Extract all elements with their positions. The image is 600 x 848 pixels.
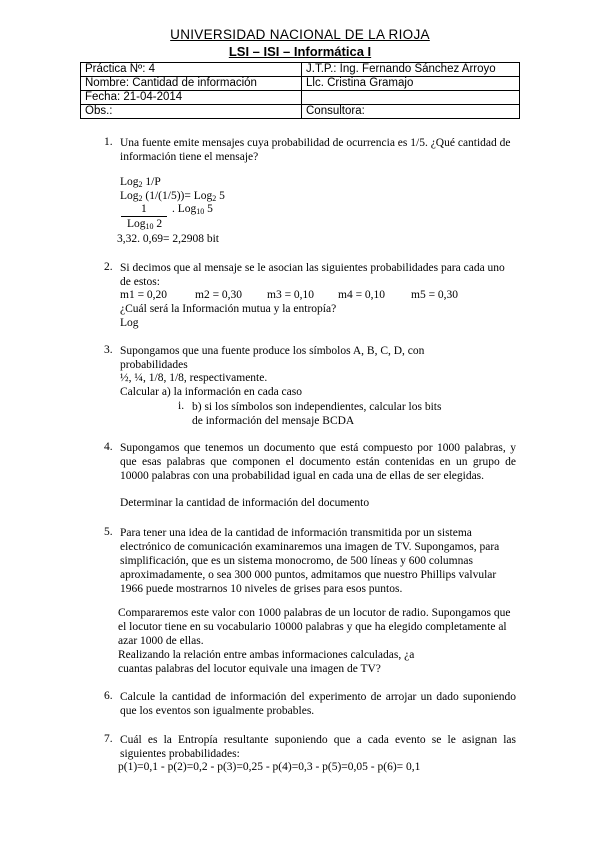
q3-subnumber: i.	[178, 400, 185, 412]
practice-number: Práctica Nº: 4	[81, 63, 302, 77]
jtp-name: J.T.P.: Ing. Fernando Sánchez Arroyo	[302, 63, 520, 77]
table-row	[81, 91, 520, 105]
q3-text: Supongamos que una fuente produce los símbolos A, B, C, D, con probabilidades	[120, 345, 425, 371]
table-row	[81, 63, 520, 77]
q2-question: ¿Cuál será la Información mutua y la entropía?	[120, 303, 337, 315]
q1-number: 1.	[104, 136, 113, 148]
q2-prob-m2: m2 = 0,30	[195, 289, 243, 301]
consultant: Consultora:	[302, 105, 520, 119]
table-row	[81, 105, 520, 119]
q4-text: Supongamos que tenemos un documento que está compuesto por 1000 palabras, y que esas palabras que componen el documento están contenidas en un grupo de 10000 palabras con una probabilidad igual en cada una de ellas de ser elegidas.	[120, 442, 516, 482]
q3-part-a: Calcular a) la información en cada caso	[120, 386, 302, 398]
table-row	[81, 77, 520, 91]
q1-fraction-numerator: 1	[141, 203, 147, 215]
q1-fraction-denominator: Log$_{10}$ 2	[127, 218, 163, 231]
q7-probs: p(1)=0,1 - p(2)=0,2 - p(3)=0,25 - p(4)=0,3 - p(5)=0,05 - p(6)= 0,1	[118, 761, 421, 773]
q2-number: 2.	[104, 261, 113, 273]
q4-number: 4.	[104, 441, 113, 453]
empty-cell	[302, 91, 520, 105]
q6-text: Calcule la cantidad de información del experimento de arrojar un dado suponiendo que los eventos son igualmente probables.	[120, 691, 516, 717]
q2-prob-m4: m4 = 0,10	[338, 289, 386, 301]
q1-line1: Log$_2$ 1/P	[120, 176, 161, 189]
q6-number: 6.	[104, 690, 113, 702]
university-title: UNIVERSIDAD NACIONAL DE LA RIOJA	[170, 27, 430, 42]
observations: Obs.:	[81, 105, 302, 119]
q1-line2: Log$_2$ (1/(1/5))= Log$_2$ 5	[120, 190, 225, 203]
assistant-name: Llc. Cristina Gramajo	[302, 77, 520, 91]
subject-title: LSI – ISI – Informática I	[228, 44, 372, 59]
q2-text: Si decimos que al mensaje se le asocian las siguientes probabilidades para cada uno de estos:	[120, 262, 505, 288]
q2-prob-m3: m3 = 0,10	[267, 289, 315, 301]
q5-paragraph-3: Realizando la relación entre ambas informaciones calculadas, ¿a cuantas palabras del locutor equivale una imagen de TV?	[118, 649, 415, 675]
q1-result: 3,32. 0,69= 2,2908 bit	[117, 233, 220, 245]
q2-prob-m1: m1 = 0,20	[120, 289, 168, 301]
q5-number: 5.	[104, 526, 113, 538]
q4-task: Determinar la cantidad de información del documento	[120, 497, 370, 509]
q1-fraction-tail: . Log$_{10}$ 5	[172, 203, 213, 216]
practice-name: Nombre: Cantidad de información	[81, 77, 302, 91]
q5-paragraph-2: Compararemos este valor con 1000 palabras de un locutor de radio. Supongamos que el locutor tiene en su vocabulario 10000 palabras y que ha elegido completamente al azar 1000 de ellas.	[118, 607, 511, 647]
q7-text: Cuál es la Entropía resultante suponiendo que a cada evento se le asignan las siguientes probabilidades:	[120, 734, 516, 760]
q5-paragraph-1: Para tener una idea de la cantidad de información transmitida por un sistema electrónico de comunicación examinaremos una imagen de TV. Supongamos, para simplificación, que es un sistema monocromo, de 500 líneas y 600 columnas aproximadamente, o sea 300 000 puntos, admitamos que nuestro Phillips valvular 1966 puede mostrarnos 10 niveles de grises para esos puntos.	[120, 527, 500, 595]
q3-part-b: b) si los símbolos son independientes, calcular los bits de información del mensaje BCDA	[192, 401, 442, 427]
practice-date: Fecha: 21-04-2014	[81, 91, 302, 105]
q3-probs: ½, ¼, 1/8, 1/8, respectivamente.	[120, 372, 268, 384]
q3-number: 3.	[104, 344, 113, 356]
q2-prob-m5: m5 = 0,30	[411, 289, 459, 301]
q2-tail: Log	[120, 317, 139, 329]
header-table	[80, 62, 520, 119]
fraction-bar	[121, 216, 167, 217]
q7-number: 7.	[104, 733, 113, 745]
q1-text: Una fuente emite mensajes cuya probabilidad de ocurrencia es 1/5. ¿Qué cantidad de información tiene el mensaje?	[120, 137, 511, 163]
